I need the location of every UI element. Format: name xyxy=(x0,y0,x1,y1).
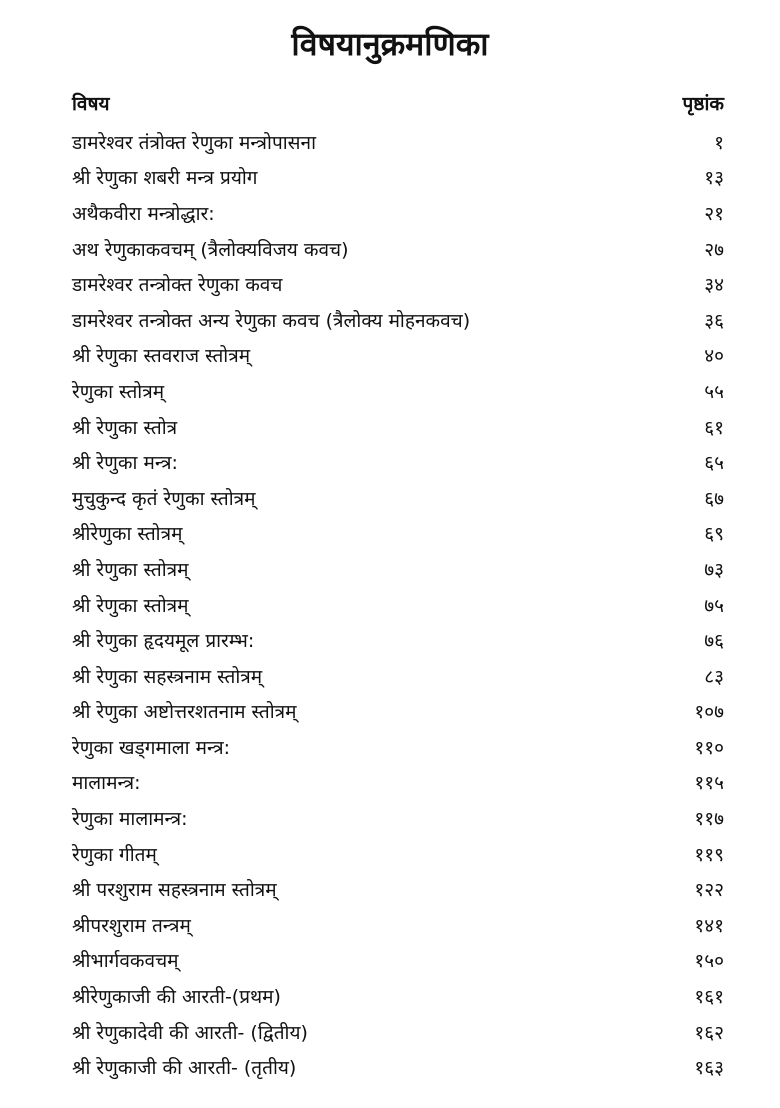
entry-page: ३४ xyxy=(704,274,724,297)
entry-page: ६१ xyxy=(704,416,724,439)
contents-entry xyxy=(72,373,724,409)
contents-entry xyxy=(72,978,724,1014)
entry-page: ५५ xyxy=(704,380,724,403)
contents-entry xyxy=(72,124,724,160)
entry-page: ६९ xyxy=(704,523,724,546)
contents-entry xyxy=(72,302,724,338)
entry-page: ११५ xyxy=(694,772,724,795)
contents-entry xyxy=(72,551,724,587)
entry-subject: श्री रेणुका शबरी मन्त्र प्रयोग xyxy=(72,167,258,190)
entry-subject: श्री रेणुका स्तोत्रम् xyxy=(72,558,189,581)
contents-entry xyxy=(72,658,724,694)
entry-subject: श्री रेणुका मन्त्र: xyxy=(72,452,178,475)
contents-entry xyxy=(72,338,724,374)
entry-page: १४१ xyxy=(694,914,724,937)
entry-subject: श्री रेणुका सहस्त्रनाम स्तोत्रम् xyxy=(72,665,263,688)
entry-page: २७ xyxy=(704,238,724,261)
contents-entry xyxy=(72,765,724,801)
entry-page: १२२ xyxy=(694,879,724,902)
entry-subject: श्री रेणुकादेवी की आरती- (द्वितीय) xyxy=(72,1021,308,1044)
entry-page: १३ xyxy=(704,167,724,190)
contents-entry xyxy=(72,871,724,907)
contents-entry xyxy=(72,836,724,872)
subject-column-header: विषय xyxy=(72,93,110,115)
entry-page: ४० xyxy=(704,345,724,368)
entry-subject: श्री रेणुका स्तोत्र xyxy=(72,416,178,439)
entry-page: २१ xyxy=(704,202,724,225)
contents-entry xyxy=(72,800,724,836)
contents-entry xyxy=(72,1014,724,1050)
entry-subject: श्रीभार्गवकवचम् xyxy=(72,950,179,973)
contents-entry xyxy=(72,622,724,658)
entry-subject: श्रीरेणुकाजी की आरती-(प्रथम) xyxy=(72,986,281,1009)
entry-page: ३६ xyxy=(704,309,724,332)
entry-page: ६५ xyxy=(704,452,724,475)
entry-subject: श्री रेणुका अष्टोत्तरशतनाम स्तोत्रम् xyxy=(72,701,297,724)
entry-page: १५० xyxy=(694,950,724,973)
contents-entry xyxy=(72,231,724,267)
entry-subject: श्रीपरशुराम तन्त्रम् xyxy=(72,914,191,937)
column-header xyxy=(72,90,724,116)
entry-page: १०७ xyxy=(694,701,724,724)
entry-page: ८३ xyxy=(704,665,724,688)
entry-subject: डामरेश्वर तन्त्रोक्त रेणुका कवच xyxy=(72,274,283,297)
contents-entry xyxy=(72,729,724,765)
entry-page: ७३ xyxy=(704,558,724,581)
entry-page: ७५ xyxy=(704,594,724,617)
entry-page: १६२ xyxy=(694,1021,724,1044)
contents-entry xyxy=(72,480,724,516)
entry-subject: श्री रेणुका हृदयमूल प्रारम्भ: xyxy=(72,630,255,653)
contents-entry xyxy=(72,266,724,302)
contents-entry xyxy=(72,516,724,552)
contents-entry xyxy=(72,694,724,730)
entry-subject: रेणुका स्तोत्रम् xyxy=(72,380,165,403)
entry-subject: अथ रेणुकाकवचम् (त्रैलोक्यविजय कवच) xyxy=(72,238,349,261)
entry-subject: श्री परशुराम सहस्त्रनाम स्तोत्रम् xyxy=(72,879,277,902)
entry-subject: श्री रेणुकाजी की आरती- (तृतीय) xyxy=(72,1057,297,1080)
entry-page: ११७ xyxy=(694,808,724,831)
contents-entry xyxy=(72,444,724,480)
entry-page: ६७ xyxy=(704,487,724,510)
contents-entry xyxy=(72,587,724,623)
entry-page: १६१ xyxy=(694,986,724,1009)
entry-page: ११० xyxy=(694,736,724,759)
contents-entry xyxy=(72,195,724,231)
contents-entry xyxy=(72,1049,724,1085)
entry-page: ११९ xyxy=(694,843,724,866)
contents-entry xyxy=(72,907,724,943)
entry-page: १ xyxy=(714,131,724,154)
entry-subject: अथैकवीरा मन्त्रोद्धार: xyxy=(72,202,215,225)
entry-subject: श्री रेणुका स्तोत्रम् xyxy=(72,594,189,617)
entry-subject: रेणुका मालामन्त्र: xyxy=(72,808,188,831)
entry-subject: डामरेश्वर तन्त्रोक्त अन्य रेणुका कवच (त्रैलोक्य मोहनकवच) xyxy=(72,309,471,332)
contents-entry xyxy=(72,409,724,445)
contents-entry xyxy=(72,943,724,979)
entry-subject: डामरेश्वर तंत्रोक्त रेणुका मन्त्रोपासना xyxy=(72,131,316,154)
entry-subject: रेणुका गीतम् xyxy=(72,843,157,866)
entry-subject: मालामन्त्र: xyxy=(72,772,141,795)
entry-page: ७६ xyxy=(704,630,724,653)
entry-subject: श्री रेणुका स्तवराज स्तोत्रम् xyxy=(72,345,251,368)
entry-subject: मुचुकुन्द कृतं रेणुका स्तोत्रम् xyxy=(72,487,256,510)
page-title: विषयानुक्रमणिका xyxy=(291,25,489,63)
page-column-header: पृष्ठांक xyxy=(682,93,724,115)
entry-subject: श्रीरेणुका स्तोत्रम् xyxy=(72,523,183,546)
contents-entry xyxy=(72,160,724,196)
entry-page: १६३ xyxy=(694,1057,724,1080)
contents-list xyxy=(72,124,724,1085)
entry-subject: रेणुका खड्गमाला मन्त्र: xyxy=(72,736,231,759)
